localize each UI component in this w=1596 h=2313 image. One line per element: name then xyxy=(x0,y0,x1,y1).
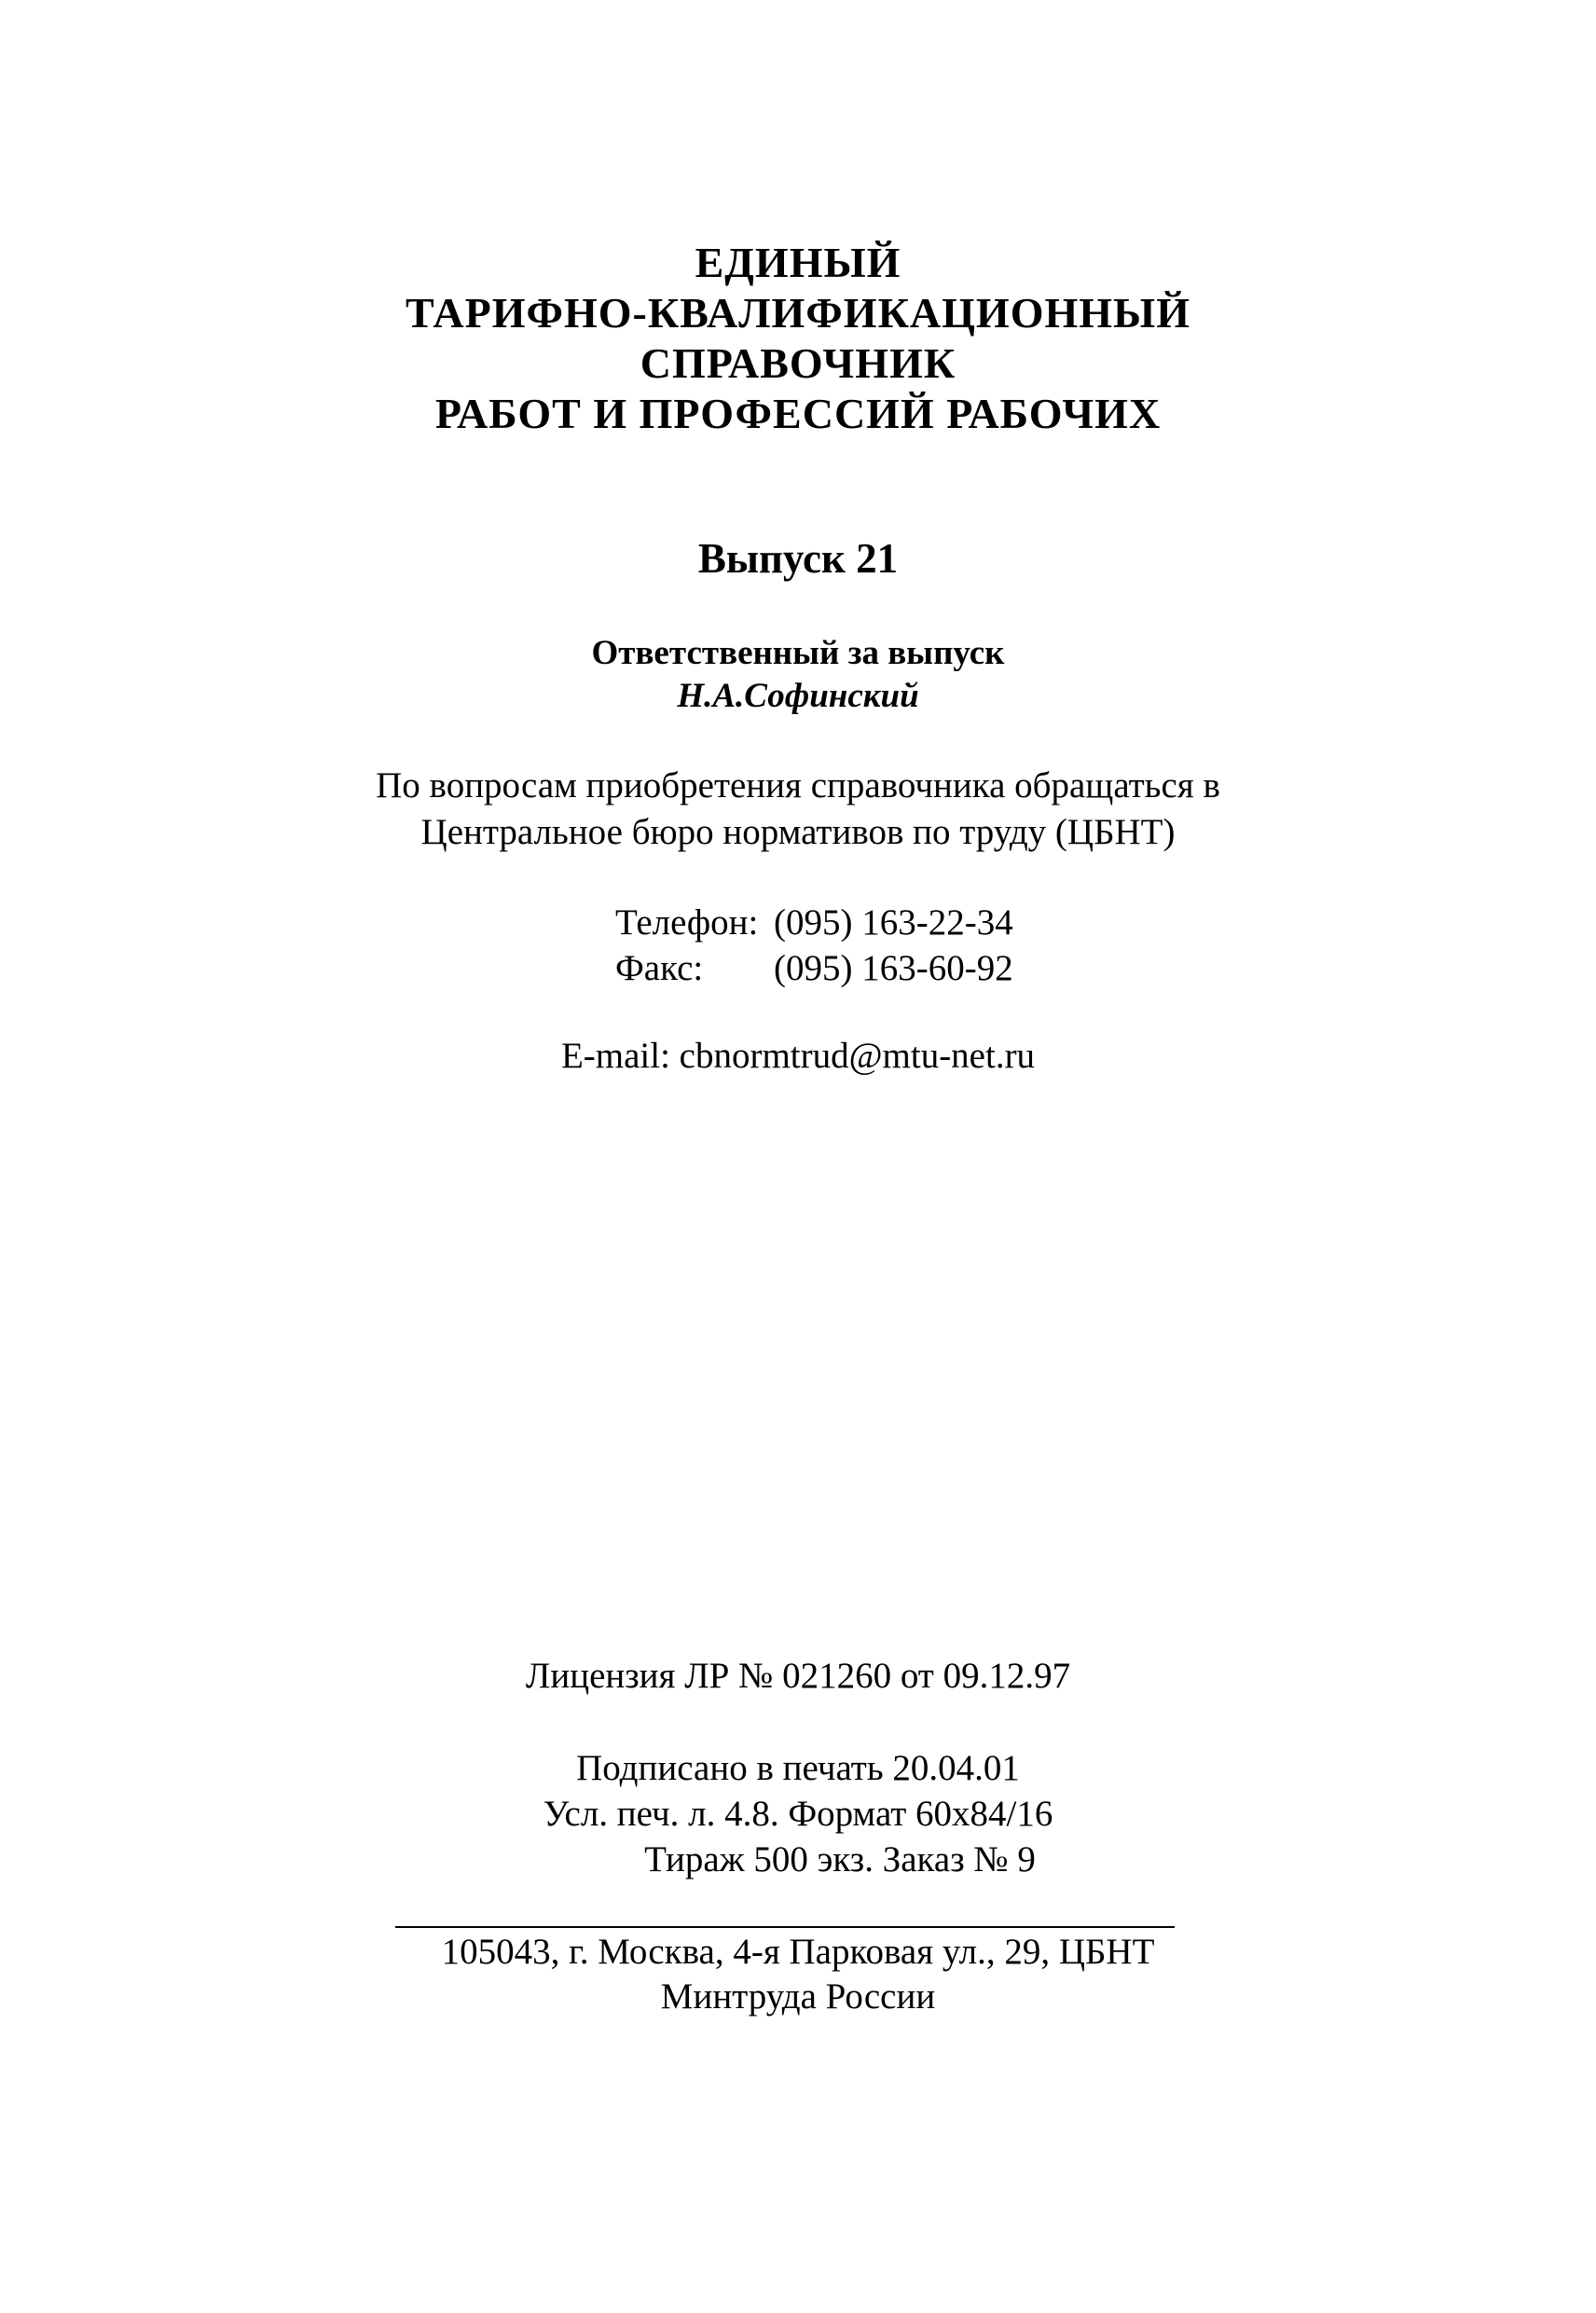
responsible-name: Н.А.Софинский xyxy=(677,677,919,715)
contact-info xyxy=(615,900,1013,991)
title-line: СПРАВОЧНИК xyxy=(640,339,956,387)
signed-line: Подписано в печать 20.04.01 xyxy=(576,1748,1020,1788)
title-line: ТАРИФНО-КВАЛИФИКАЦИОННЫЙ xyxy=(405,289,1190,337)
inquiry-line: Центральное бюро нормативов по труду (ЦБНТ) xyxy=(420,812,1176,852)
phone-row xyxy=(615,900,1013,945)
issue-number: Выпуск 21 xyxy=(697,535,899,582)
publisher-address xyxy=(0,1930,1596,2019)
circulation-line: Тираж 500 экз. Заказ № 9 xyxy=(644,1839,1036,1879)
responsible-label: Ответственный за выпуск xyxy=(591,634,1005,672)
title-line: РАБОТ И ПРОФЕССИЙ РАБОЧИХ xyxy=(434,390,1162,437)
title-line: ЕДИНЫЙ xyxy=(695,239,901,286)
email-line xyxy=(0,1033,1596,1080)
address-line: 105043, г. Москва, 4-я Парковая ул., 29, ЦБНТ xyxy=(441,1932,1155,1972)
format-line: Усл. печ. л. 4.8. Формат 60x84/16 xyxy=(543,1794,1053,1834)
phone-label: Телефон: xyxy=(615,902,759,943)
fax-value: (095) 163-60-92 xyxy=(774,948,1013,988)
print-info xyxy=(0,1745,1596,1882)
address-line: Минтруда России xyxy=(660,1976,936,2017)
divider-line xyxy=(395,1926,1175,1928)
email-text: E-mail: cbnormtrud@mtu-net.ru xyxy=(560,1036,1036,1076)
inquiry-text xyxy=(0,763,1596,856)
license-line: Лицензия ЛР № 021260 от 09.12.97 xyxy=(525,1656,1071,1696)
phone-value: (095) 163-22-34 xyxy=(774,902,1013,943)
fax-row xyxy=(615,945,1013,991)
inquiry-line: По вопросам приобретения справочника обращаться в xyxy=(376,765,1220,805)
document-title xyxy=(0,238,1596,439)
fax-label: Факс: xyxy=(615,948,704,988)
responsible-block xyxy=(0,632,1596,718)
